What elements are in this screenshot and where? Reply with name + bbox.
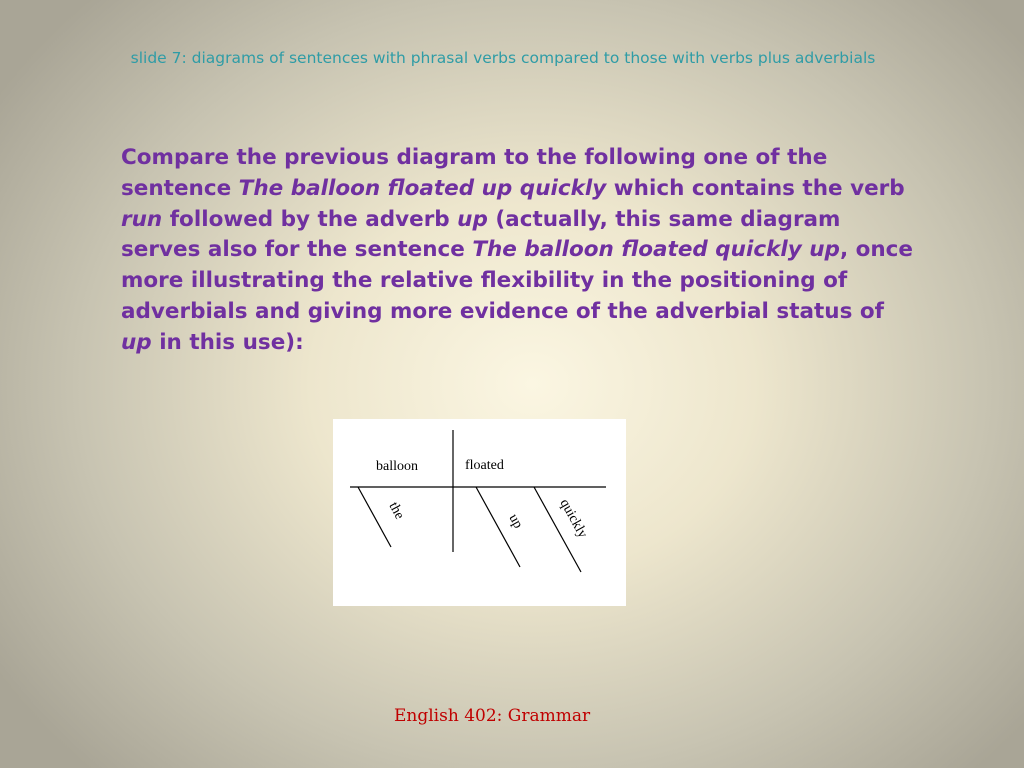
text-segment-italic: up <box>121 329 152 355</box>
slide-title: slide 7: diagrams of sentences with phrasal verbs compared to those with verbs plus adverbials <box>130 49 876 67</box>
text-segment-italic: run <box>121 206 163 232</box>
text-segment-italic: The balloon floated quickly up <box>472 237 840 263</box>
text-segment: (actually, this same diagram serves also for the sentence <box>121 206 841 263</box>
modifier-line-the <box>358 487 391 547</box>
text-segment: which contains the verb <box>606 175 905 201</box>
subject-word: balloon <box>376 459 418 474</box>
sentence-diagram <box>333 419 626 606</box>
text-segment-italic: The balloon floated up quickly <box>238 175 607 201</box>
verb-word: floated <box>465 458 504 473</box>
footer-course-name: English 402: Grammar <box>394 706 591 726</box>
text-segment-italic: up <box>457 206 488 232</box>
modifier-word-the: the <box>385 499 407 522</box>
text-segment: in this use): <box>151 329 304 355</box>
modifier-word-up: up <box>505 511 526 532</box>
modifier-word-quickly: quickly <box>556 496 590 541</box>
text-segment: , once more illustrating the relative flexibility in the positioning of adverbials and giving more evidence of the adverbial status of <box>121 237 914 324</box>
text-segment: Compare the previous diagram to the following one of the sentence <box>121 145 828 201</box>
sentence-diagram-drawing <box>333 419 626 606</box>
text-segment: followed by the adverb <box>162 206 458 232</box>
body-paragraph <box>121 143 921 359</box>
